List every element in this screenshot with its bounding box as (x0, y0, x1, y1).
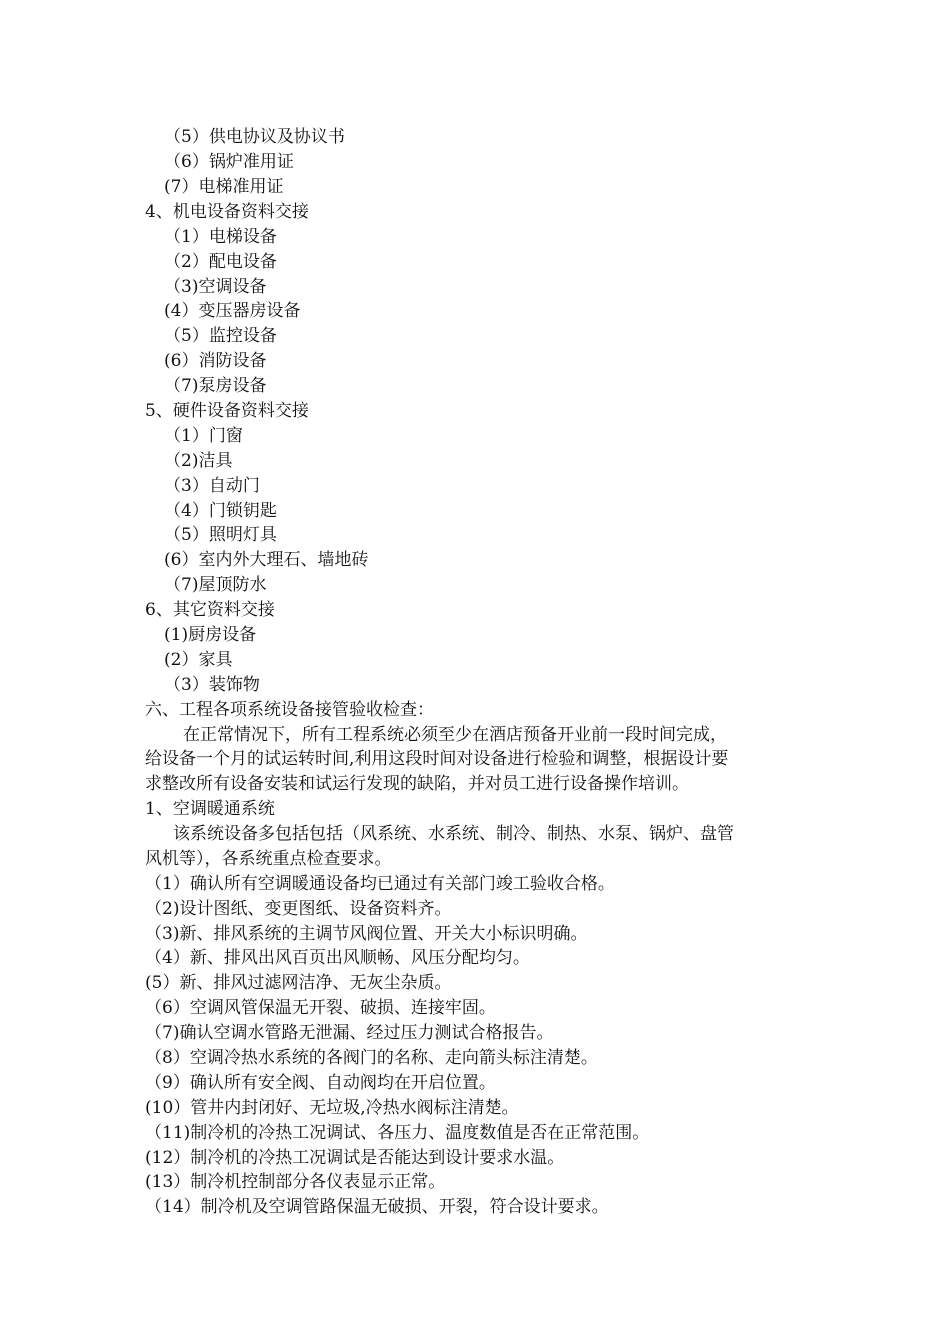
list-item: （7)屋顶防水 (164, 575, 267, 595)
list-item: （7)泵房设备 (164, 376, 267, 396)
list-item: （3)新、排风系统的主调节风阀位置、开关大小标识明确。 (145, 924, 588, 944)
list-item: (6）室内外大理石、墙地砖 (164, 550, 369, 570)
list-item: (2）家具 (164, 650, 233, 670)
section-heading: 4、机电设备资料交接 (145, 202, 309, 222)
paragraph-line: 在正常情况下，所有工程系统必须至少在酒店预备开业前一段时间完成， (183, 725, 727, 745)
list-item: （3）自动门 (164, 476, 260, 496)
paragraph-line: 风机等），各系统重点检查要求。 (145, 849, 392, 869)
list-item: (12）制冷机的冷热工况调试是否能达到设计要求水温。 (145, 1148, 565, 1168)
list-item: (4）变压器房设备 (164, 301, 301, 321)
list-item: （1）门窗 (164, 426, 243, 446)
section-heading: 6、其它资料交接 (145, 600, 275, 620)
list-item: （2)设计图纸、变更图纸、设备资料齐。 (145, 899, 452, 919)
list-item: （8）空调冷热水系统的各阀门的名称、走向箭头标注清楚。 (145, 1048, 598, 1068)
list-item: （3)空调设备 (164, 277, 267, 297)
list-item: (6）消防设备 (164, 351, 267, 371)
section-heading: 1、空调暖通系统 (145, 799, 275, 819)
list-item: (13）制冷机控制部分各仪表显示正常。 (145, 1172, 446, 1192)
list-item: （5）监控设备 (164, 326, 277, 346)
list-item: （11)制冷机的冷热工况调试、各压力、温度数值是否在正常范围。 (145, 1123, 650, 1143)
list-item: （6）锅炉准用证 (164, 152, 294, 172)
list-item: （9）确认所有安全阀、自动阀均在开启位置。 (145, 1073, 496, 1093)
paragraph-line: 求整改所有设备安装和试运行发现的缺陷，并对员工进行设备操作培训。 (145, 774, 689, 794)
section-heading: 5、硬件设备资料交接 (145, 401, 309, 421)
paragraph-line: 给设备一个月的试运转时间,利用这段时间对设备进行检验和调整，根据设计要 (145, 749, 729, 769)
list-item: （2）配电设备 (164, 252, 277, 272)
paragraph-line: 该系统设备多包括包括（风系统、水系统、制冷、制热、水泵、锅炉、盘管 (173, 824, 734, 844)
list-item: （5）供电协议及协议书 (164, 127, 345, 147)
list-item: （3）装饰物 (164, 675, 260, 695)
list-item: (7）电梯准用证 (164, 177, 284, 197)
list-item: （1）电梯设备 (164, 227, 277, 247)
list-item: （4）门锁钥匙 (164, 501, 277, 521)
list-item: （4）新、排风出风百页出风顺畅、风压分配均匀。 (145, 948, 530, 968)
chapter-heading: 六、工程各项系统设备接管验收检查： (145, 700, 434, 720)
list-item: (5）新、排风过滤网洁净、无灰尘杂质。 (145, 973, 452, 993)
list-item: (1)厨房设备 (164, 625, 257, 645)
list-item: (10）管井内封闭好、无垃圾,冷热水阀标注清楚。 (145, 1098, 519, 1118)
list-item: （1）确认所有空调暖通设备均已通过有关部门竣工验收合格。 (145, 874, 615, 894)
list-item: （5）照明灯具 (164, 525, 277, 545)
list-item: （14）制冷机及空调管路保温无破损、开裂，符合设计要求。 (145, 1197, 609, 1217)
list-item: （7)确认空调水管路无泄漏、经过压力测试合格报告。 (145, 1023, 554, 1043)
list-item: （2)洁具 (164, 451, 233, 471)
list-item: （6）空调风管保温无开裂、破损、连接牢固。 (145, 998, 496, 1018)
